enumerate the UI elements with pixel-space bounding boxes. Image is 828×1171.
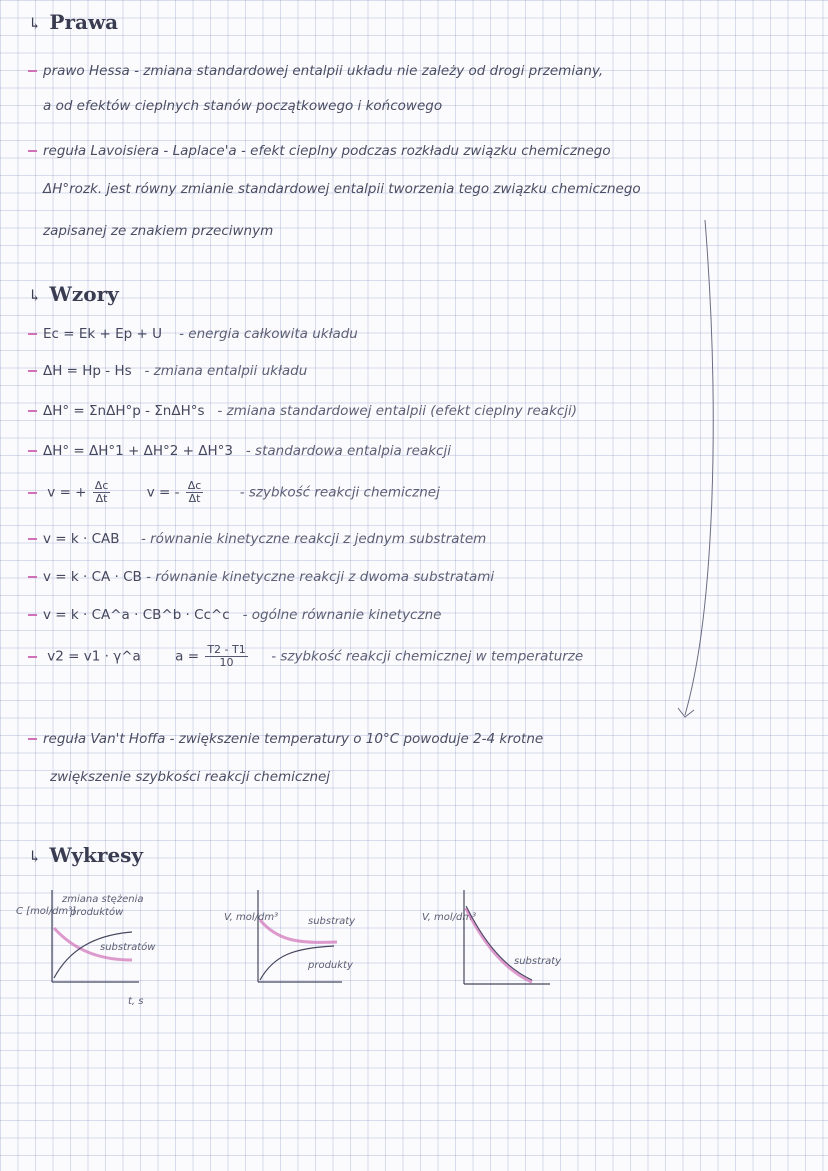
formula: ΔH° = ΔH°1 + ΔH°2 + ΔH°3 xyxy=(43,443,233,459)
fraction xyxy=(186,480,204,505)
formula-description: - równanie kinetyczne reakcji z jednym substratem xyxy=(140,531,487,547)
formula-description: - zmiana entalpii układu xyxy=(144,363,308,379)
chart-concentration xyxy=(14,880,214,1010)
formula: a = xyxy=(175,648,200,665)
formula-description: - szybkość reakcji chemicznej w temperaturze xyxy=(271,648,584,665)
hess-text-2: a od efektów cieplnych stanów początkowego i końcowego xyxy=(43,98,443,114)
fraction xyxy=(205,644,247,669)
chart-rate-two xyxy=(222,880,382,1010)
chart3-label: substraty xyxy=(514,956,562,967)
formula-description: - standardowa entalpia reakcji xyxy=(245,443,451,459)
chart1-series-label: substratów xyxy=(100,942,156,953)
vant-hoff-line-1 xyxy=(28,730,543,748)
formula: v = - xyxy=(146,484,180,501)
formula: v = k · CAB xyxy=(43,531,120,547)
formula-row xyxy=(28,362,307,380)
lavoisier-text-2: ΔH°rozk. jest równy zmianie standardowej entalpii tworzenia tego związku chemicznego xyxy=(43,181,641,197)
formula: Ec = Ek + Ep + U xyxy=(43,326,162,342)
formula: v = + xyxy=(47,484,87,501)
heading-wzory-text: Wzory xyxy=(49,282,119,306)
formula-row xyxy=(28,606,441,624)
formula-description: - szybkość reakcji chemicznej xyxy=(239,484,440,501)
formula: v2 = v1 · γ^a xyxy=(47,648,141,665)
lavoisier-line-2 xyxy=(43,180,641,198)
lavoisier-text-1: reguła Lavoisiera - Laplace'a - efekt cieplny podczas rozkładu związku chemicznego xyxy=(43,143,611,159)
vant-hoff-text-1: reguła Van't Hoffa - zwiększenie temperatury o 10°C powoduje 2-4 krotne xyxy=(43,731,544,747)
heading-prawa-text: Prawa xyxy=(49,10,119,34)
heading-arrow-icon: ↳ xyxy=(28,14,42,33)
chart1-xlabel: t, s xyxy=(128,996,144,1007)
chart-rate-one xyxy=(420,880,590,1010)
formula-row-temperature xyxy=(28,644,583,669)
hess-line-1 xyxy=(28,62,603,80)
chart1-title-1: zmiana stężenia xyxy=(62,894,144,905)
formula-description: - energia całkowita układu xyxy=(179,326,358,342)
formula-row xyxy=(28,402,577,420)
heading-arrow-icon: ↳ xyxy=(28,847,42,866)
vant-hoff-text-2: zwiększenie szybkości reakcji chemicznej xyxy=(50,769,331,785)
margin-arrow-icon xyxy=(660,210,720,730)
fraction-denominator: Δt xyxy=(95,492,108,505)
lavoisier-text-3: zapisanej ze znakiem przeciwnym xyxy=(43,223,274,239)
fraction-denominator: Δt xyxy=(188,492,201,505)
fraction-denominator: 10 xyxy=(219,656,234,669)
fraction xyxy=(93,480,111,505)
fraction-numerator: Δc xyxy=(94,479,109,492)
heading-prawa xyxy=(28,10,118,34)
chart2-ylabel: V, mol/dm³ xyxy=(224,912,279,923)
fraction-numerator: T2 - T1 xyxy=(207,643,246,656)
heading-wzory xyxy=(28,282,119,306)
lavoisier-line-3 xyxy=(43,222,273,240)
hess-line-2 xyxy=(43,97,442,115)
formula-row xyxy=(28,568,494,586)
formula: v = k · CA^a · CB^b · Cc^c xyxy=(43,607,230,623)
formula-description: - zmiana standardowej entalpii (efekt cieplny reakcji) xyxy=(217,403,578,419)
formula: ΔH = Hp - Hs xyxy=(43,363,132,379)
formula-row xyxy=(28,325,358,343)
heading-arrow-icon: ↳ xyxy=(28,286,42,305)
heading-wykresy xyxy=(28,843,143,867)
lavoisier-line-1 xyxy=(28,142,611,160)
fraction-numerator: Δc xyxy=(187,479,202,492)
heading-wykresy-text: Wykresy xyxy=(49,843,144,867)
formula-row-rate xyxy=(28,480,440,505)
chart1-title-2: produktów xyxy=(70,907,124,918)
formula: ΔH° = ΣnΔH°p - ΣnΔH°s xyxy=(43,403,205,419)
chart1-ylabel: C [mol/dm³] xyxy=(16,906,77,917)
hess-text-1: prawo Hessa - zmiana standardowej entalpii układu nie zależy od drogi przemiany, xyxy=(43,63,604,79)
formula-description: - ogólne równanie kinetyczne xyxy=(242,607,442,623)
chart2-label-bottom: produkty xyxy=(308,960,353,971)
formula: v = k · CA · CB xyxy=(43,569,142,585)
vant-hoff-line-2 xyxy=(50,768,330,786)
formula-description: - równanie kinetyczne reakcji z dwoma substratami xyxy=(146,569,495,585)
chart3-ylabel: V, mol/dm³ xyxy=(422,912,477,923)
chart2-label-top: substraty xyxy=(308,916,356,927)
formula-row xyxy=(28,442,451,460)
charts-area xyxy=(0,880,828,1020)
formula-row xyxy=(28,530,486,548)
